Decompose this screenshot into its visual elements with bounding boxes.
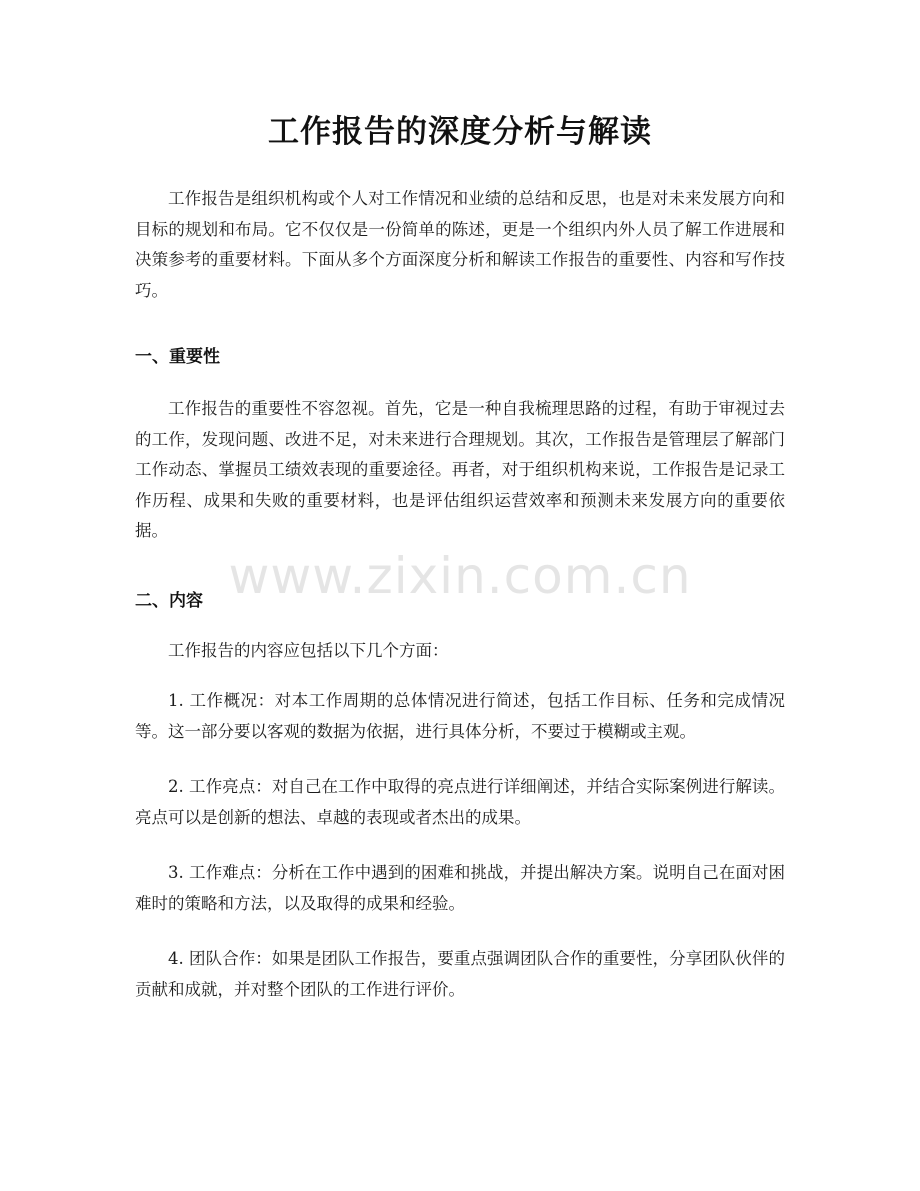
content-item-difficulties: 3. 工作难点：分析在工作中遇到的困难和挑战，并提出解决方案。说明自己在面对困难时的策略和方法，以及取得的成果和经验。 — [135, 863, 785, 913]
section-heading-importance: 一、重要性 — [135, 347, 220, 367]
document-title: 工作报告的深度分析与解读 — [268, 114, 652, 150]
section-heading-content: 二、内容 — [135, 591, 203, 611]
watermark-text: www.zixin.com.cn — [228, 547, 692, 605]
content-item-highlights: 2. 工作亮点：对自己在工作中取得的亮点进行详细阐述，并结合实际案例进行解读。亮点可以是创新的想法、卓越的表现或者杰出的成果。 — [135, 777, 785, 827]
content-item-overview: 1. 工作概况：对本工作周期的总体情况进行简述，包括工作目标、任务和完成情况等。这一部分要以客观的数据为依据，进行具体分析，不要过于模糊或主观。 — [135, 691, 785, 741]
importance-paragraph: 工作报告的重要性不容忽视。首先，它是一种自我梳理思路的过程，有助于审视过去的工作，发现问题、改进不足，对未来进行合理规划。其次，工作报告是管理层了解部门工作动态、掌握员工绩效表现的重要途径。再者，对于组织机构来说，工作报告是记录工作历程、成果和失败的重要材料，也是评估组织运营效率和预测未来发展方向的重要依据。 — [135, 399, 785, 540]
content-intro-paragraph: 工作报告的内容应包括以下几个方面： — [168, 641, 449, 660]
intro-paragraph: 工作报告是组织机构或个人对工作情况和业绩的总结和反思，也是对未来发展方向和目标的规划和布局。它不仅仅是一份简单的陈述，更是一个组织内外人员了解工作进展和决策参考的重要材料。下面从多个方面深度分析和解读工作报告的重要性、内容和写作技巧。 — [135, 189, 785, 300]
content-item-teamwork: 4. 团队合作：如果是团队工作报告，要重点强调团队合作的重要性，分享团队伙伴的贡献和成就，并对整个团队的工作进行评价。 — [135, 949, 785, 999]
